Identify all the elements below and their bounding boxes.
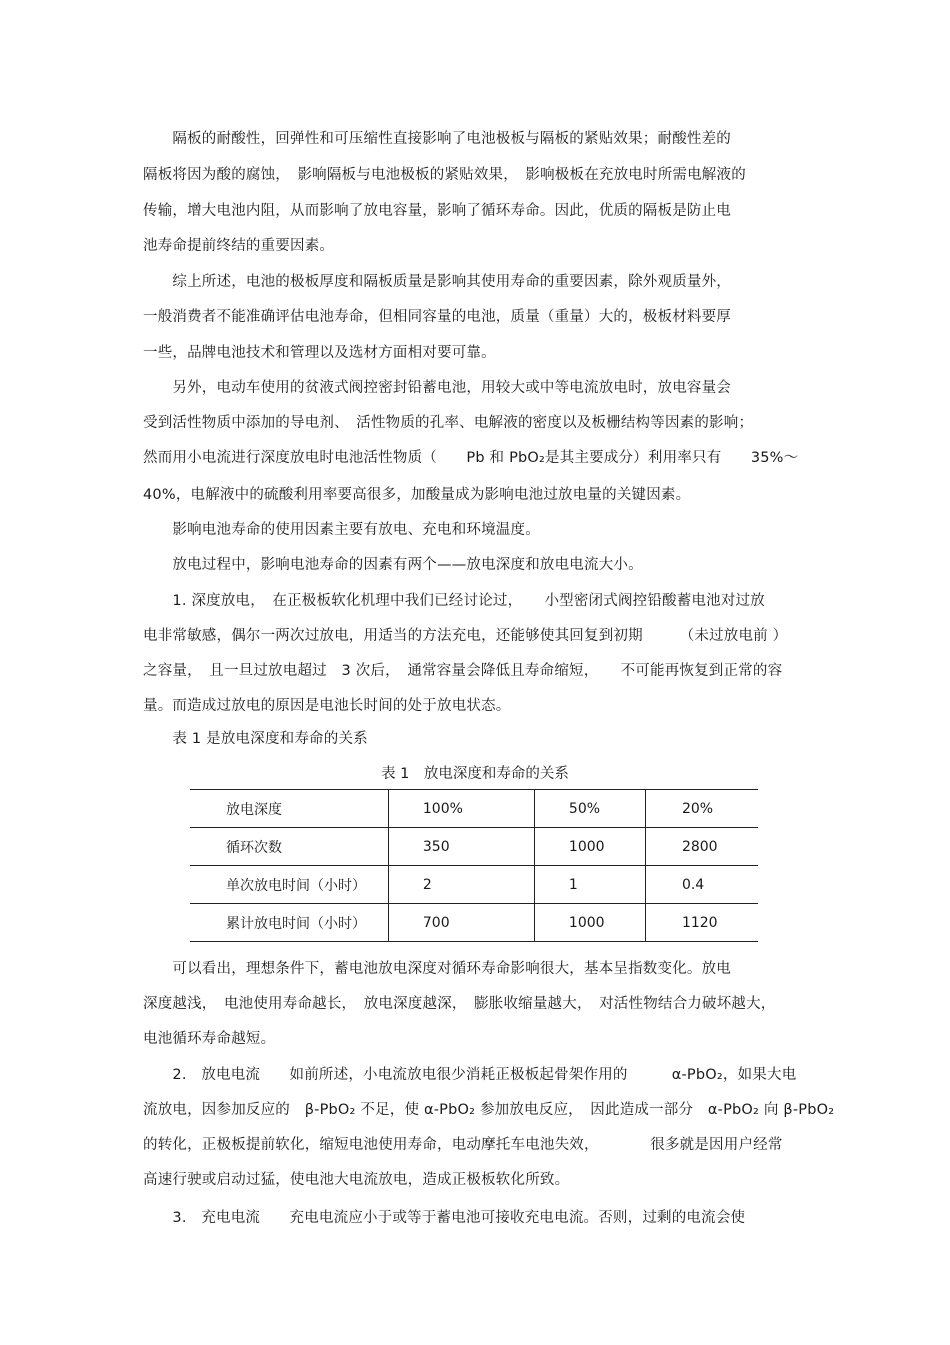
table-row bbox=[190, 790, 758, 828]
table-cell: 1120 bbox=[645, 904, 758, 942]
table-cell: 循环次数 bbox=[190, 828, 388, 866]
paragraph-4: 影响电池寿命的使用因素主要有放电、充电和环境温度。 bbox=[143, 522, 540, 538]
paragraph-10: 3. 充电电流 充电电流应小于或等于蓄电池可接收充电电流。否则，过剩的电流会使 bbox=[143, 1210, 746, 1226]
paragraph-5: 放电过程中，影响电池寿命的因素有两个——放电深度和放电电流大小。 bbox=[143, 557, 643, 573]
paragraph-3-line-3: 然而用小电流进行深度放电时电池活性物质（ Pb 和 PbO₂是其主要成分）利用率只有 35%～ bbox=[143, 450, 799, 466]
paragraph-2-line-1: 综上所述，电池的极板厚度和隔板质量是影响其使用寿命的重要因素，除外观质量外， bbox=[143, 274, 731, 290]
table-cell: 100% bbox=[388, 790, 534, 828]
table-cell: 放电深度 bbox=[190, 790, 388, 828]
paragraph-1-line-1: 隔板的耐酸性，回弹性和可压缩性直接影响了电池极板与隔板的紧贴效果；耐酸性差的 bbox=[143, 131, 731, 147]
table-cell: 2 bbox=[388, 866, 534, 904]
paragraph-2-line-2: 一般消费者不能准确评估电池寿命，但相同容量的电池，质量（重量）大的，极板材料要厚 bbox=[143, 309, 731, 325]
paragraph-6-line-3: 之容量， 且一旦过放电超过 3 次后， 通常容量会降低且寿命缩短， 不可能再恢复到正常的容 bbox=[143, 663, 783, 679]
paragraph-3-line-1: 另外，电动车使用的贫液式阀控密封铅蓄电池，用较大或中等电流放电时，放电容量会 bbox=[143, 380, 731, 396]
paragraph-1-line-4: 池寿命提前终结的重要因素。 bbox=[143, 238, 335, 254]
paragraph-7: 表 1 是放电深度和寿命的关系 bbox=[143, 731, 368, 747]
table-cell: 350 bbox=[388, 828, 534, 866]
table-cell: 1000 bbox=[534, 904, 645, 942]
paragraph-8-line-2: 深度越浅， 电池使用寿命越长， 放电深度越深， 膨胀收缩量越大， 对活性物结合力破坏越大， bbox=[143, 996, 776, 1012]
paragraph-2-line-3: 一些，品牌电池技术和管理以及选材方面相对要可靠。 bbox=[143, 345, 496, 361]
table-cell: 1 bbox=[534, 866, 645, 904]
paragraph-6-line-4: 量。而造成过放电的原因是电池长时间的处于放电状态。 bbox=[143, 698, 511, 714]
paragraph-9-line-4: 高速行驶或启动过猛，使电池大电流放电，造成正极板软化所致。 bbox=[143, 1172, 570, 1188]
paragraph-1-line-2: 隔板将因为酸的腐蚀， 影响隔板与电池极板的紧贴效果， 影响极板在充放电时所需电解液的 bbox=[143, 167, 746, 183]
paragraph-8-line-3: 电池循环寿命越短。 bbox=[143, 1031, 276, 1047]
table-row bbox=[190, 866, 758, 904]
table-cell: 累计放电时间（小时） bbox=[190, 904, 388, 942]
paragraph-6-line-1: 1. 深度放电， 在正极板软化机理中我们已经讨论过， 小型密闭式阀控铅酸蓄电池对过放 bbox=[143, 593, 765, 609]
paragraph-1-line-3: 传输，增大电池内阻，从而影响了放电容量，影响了循环寿命。因此，优质的隔板是防止电 bbox=[143, 203, 731, 219]
paragraph-3-line-2: 受到活性物质中添加的导电剂、 活性物质的孔率、电解液的密度以及板栅结构等因素的影响； bbox=[143, 415, 754, 431]
discharge-depth-table bbox=[190, 789, 758, 942]
paragraph-9-line-1: 2. 放电电流 如前所述，小电流放电很少消耗正极板起骨架作用的 α-PbO₂，如果大电 bbox=[143, 1067, 797, 1083]
table-cell: 0.4 bbox=[645, 866, 758, 904]
table-cell: 2800 bbox=[645, 828, 758, 866]
paragraph-6-line-2: 电非常敏感，偶尔一两次过放电，用适当的方法充电，还能够使其回复到初期 （未过放电前 ） bbox=[143, 628, 788, 644]
table-cell: 单次放电时间（小时） bbox=[190, 866, 388, 904]
paragraph-8-line-1: 可以看出，理想条件下，蓄电池放电深度对循环寿命影响很大，基本呈指数变化。放电 bbox=[143, 961, 731, 977]
paragraph-9-line-3: 的转化，正极板提前软化，缩短电池使用寿命，电动摩托车电池失效， 很多就是因用户经常 bbox=[143, 1137, 783, 1153]
table-row bbox=[190, 904, 758, 942]
table-cell: 20% bbox=[645, 790, 758, 828]
table-cell: 700 bbox=[388, 904, 534, 942]
table-cell: 50% bbox=[534, 790, 645, 828]
table-row bbox=[190, 828, 758, 866]
table-cell: 1000 bbox=[534, 828, 645, 866]
paragraph-3-line-4: 40%，电解液中的硫酸利用率要高很多，加酸量成为影响电池过放电量的关键因素。 bbox=[143, 487, 691, 503]
paragraph-9-line-2: 流放电，因参加反应的 β-PbO₂ 不足，使 α-PbO₂ 参加放电反应， 因此造成一部分 α-PbO₂ 向 β-PbO₂ bbox=[143, 1102, 835, 1118]
table-caption: 表 1 放电深度和寿命的关系 bbox=[381, 766, 569, 782]
